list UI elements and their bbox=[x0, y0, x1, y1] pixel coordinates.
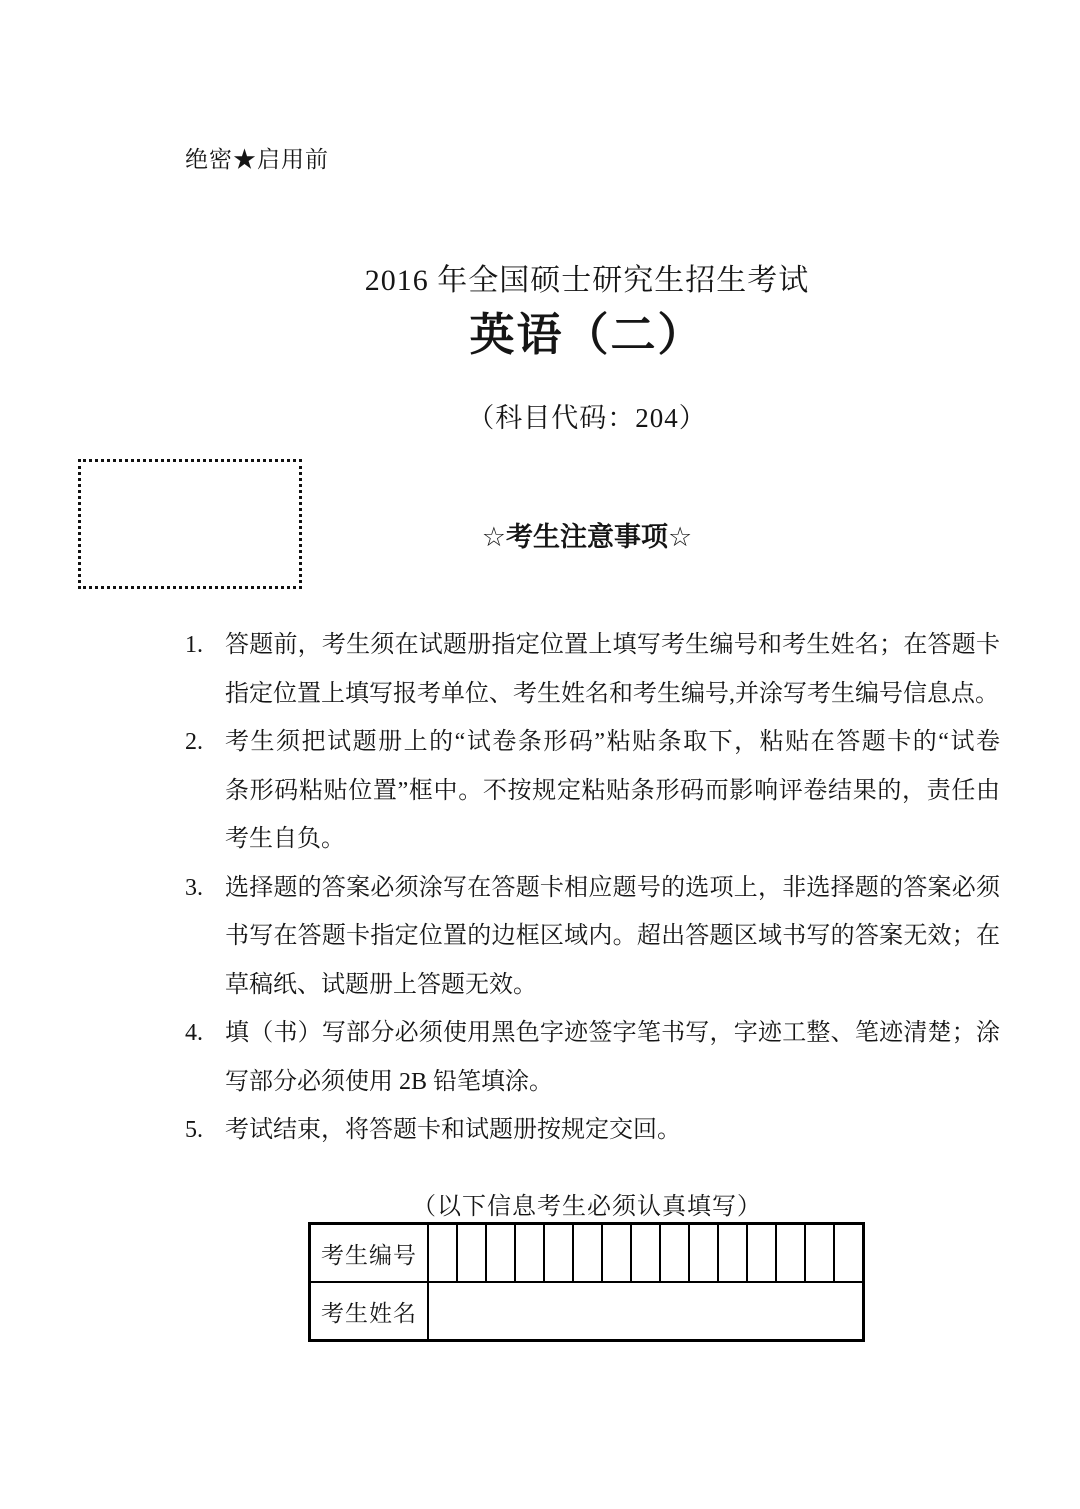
notice-item-line: 书写在答题卡指定位置的边框区域内。超出答题区域书写的答案无效；在 bbox=[225, 923, 1000, 949]
notice-item-line: 条形码粘贴位置”框中。不按规定粘贴条形码而影响评卷结果的，责任由 bbox=[225, 777, 1000, 804]
notice-item-number: 4. bbox=[185, 1020, 203, 1046]
candidate-number-digit-cell bbox=[660, 1224, 689, 1283]
notice-item-line: 考试结束，将答题卡和试题册按规定交回。 bbox=[225, 1117, 681, 1143]
candidate-number-digit-cell bbox=[718, 1224, 747, 1283]
candidate-name-row bbox=[310, 1282, 864, 1341]
notice-item-line: 指定位置上填写报考单位、考生姓名和考生编号,并涂写考生编号信息点。 bbox=[225, 680, 999, 707]
classification-label: 绝密★启用前 bbox=[185, 147, 329, 172]
notice-item bbox=[185, 718, 1000, 864]
notice-item-text bbox=[225, 621, 1000, 718]
notice-item-line: 答题前，考生须在试题册指定位置上填写考生编号和考生姓名；在答题卡 bbox=[225, 632, 1000, 658]
notice-item-text bbox=[225, 864, 1000, 1010]
candidate-number-digit-cell bbox=[602, 1224, 631, 1283]
candidate-number-digit-cell bbox=[428, 1224, 457, 1283]
notice-item-number: 1. bbox=[185, 632, 203, 658]
fill-instruction: （以下信息考生必须认真填写） bbox=[412, 1194, 762, 1220]
exam-title: 2016 年全国硕士研究生招生考试 bbox=[364, 264, 810, 297]
notice-item-line: 选择题的答案必须涂写在答题卡相应题号的选项上，非选择题的答案必须 bbox=[225, 874, 1000, 901]
subject-title: 英语（二） bbox=[469, 308, 705, 361]
candidate-info-table bbox=[308, 1222, 865, 1342]
candidate-name-label: 考生姓名 bbox=[310, 1282, 429, 1341]
candidate-number-digit-cell bbox=[689, 1224, 718, 1283]
notice-item-text bbox=[225, 1106, 1000, 1155]
notice-item bbox=[185, 1009, 1000, 1106]
subject-code: （科目代码：204） bbox=[467, 403, 707, 433]
notice-item-text bbox=[225, 718, 1000, 864]
candidate-number-digit-cell bbox=[457, 1224, 486, 1283]
candidate-number-digit-cell bbox=[776, 1224, 805, 1283]
notice-heading: ☆考生注意事项☆ bbox=[481, 522, 693, 553]
candidate-number-digit-cell bbox=[544, 1224, 573, 1283]
candidate-number-row bbox=[310, 1224, 864, 1283]
candidate-number-digit-cell bbox=[631, 1224, 660, 1283]
notice-item-number: 5. bbox=[185, 1117, 203, 1143]
notice-item-number: 3. bbox=[185, 874, 203, 901]
notice-item-text bbox=[225, 1009, 1000, 1106]
candidate-number-digit-cell bbox=[805, 1224, 834, 1283]
candidate-number-label: 考生编号 bbox=[310, 1224, 429, 1283]
notice-item bbox=[185, 621, 1000, 718]
notice-item bbox=[185, 1106, 1000, 1155]
notice-item-line: 填（书）写部分必须使用黑色字迹签字笔书写，字迹工整、笔迹清楚；涂 bbox=[225, 1020, 1000, 1046]
candidate-number-digit-cell bbox=[573, 1224, 602, 1283]
notice-list bbox=[185, 621, 1000, 1155]
notice-item-line: 考生自负。 bbox=[225, 826, 345, 852]
candidate-number-digit-cell bbox=[486, 1224, 515, 1283]
candidate-name-input-cell bbox=[428, 1282, 864, 1341]
notice-item-number: 2. bbox=[185, 729, 203, 755]
candidate-number-digit-cell bbox=[515, 1224, 544, 1283]
notice-item bbox=[185, 864, 1000, 1010]
notice-item-line: 草稿纸、试题册上答题无效。 bbox=[225, 971, 537, 998]
candidate-number-digit-cell bbox=[834, 1224, 864, 1283]
notice-item-line: 考生须把试题册上的“试卷条形码”粘贴条取下，粘贴在答题卡的“试卷 bbox=[225, 729, 1000, 755]
notice-item-line: 写部分必须使用 2B 铅笔填涂。 bbox=[225, 1068, 554, 1095]
candidate-number-digit-cell bbox=[747, 1224, 776, 1283]
